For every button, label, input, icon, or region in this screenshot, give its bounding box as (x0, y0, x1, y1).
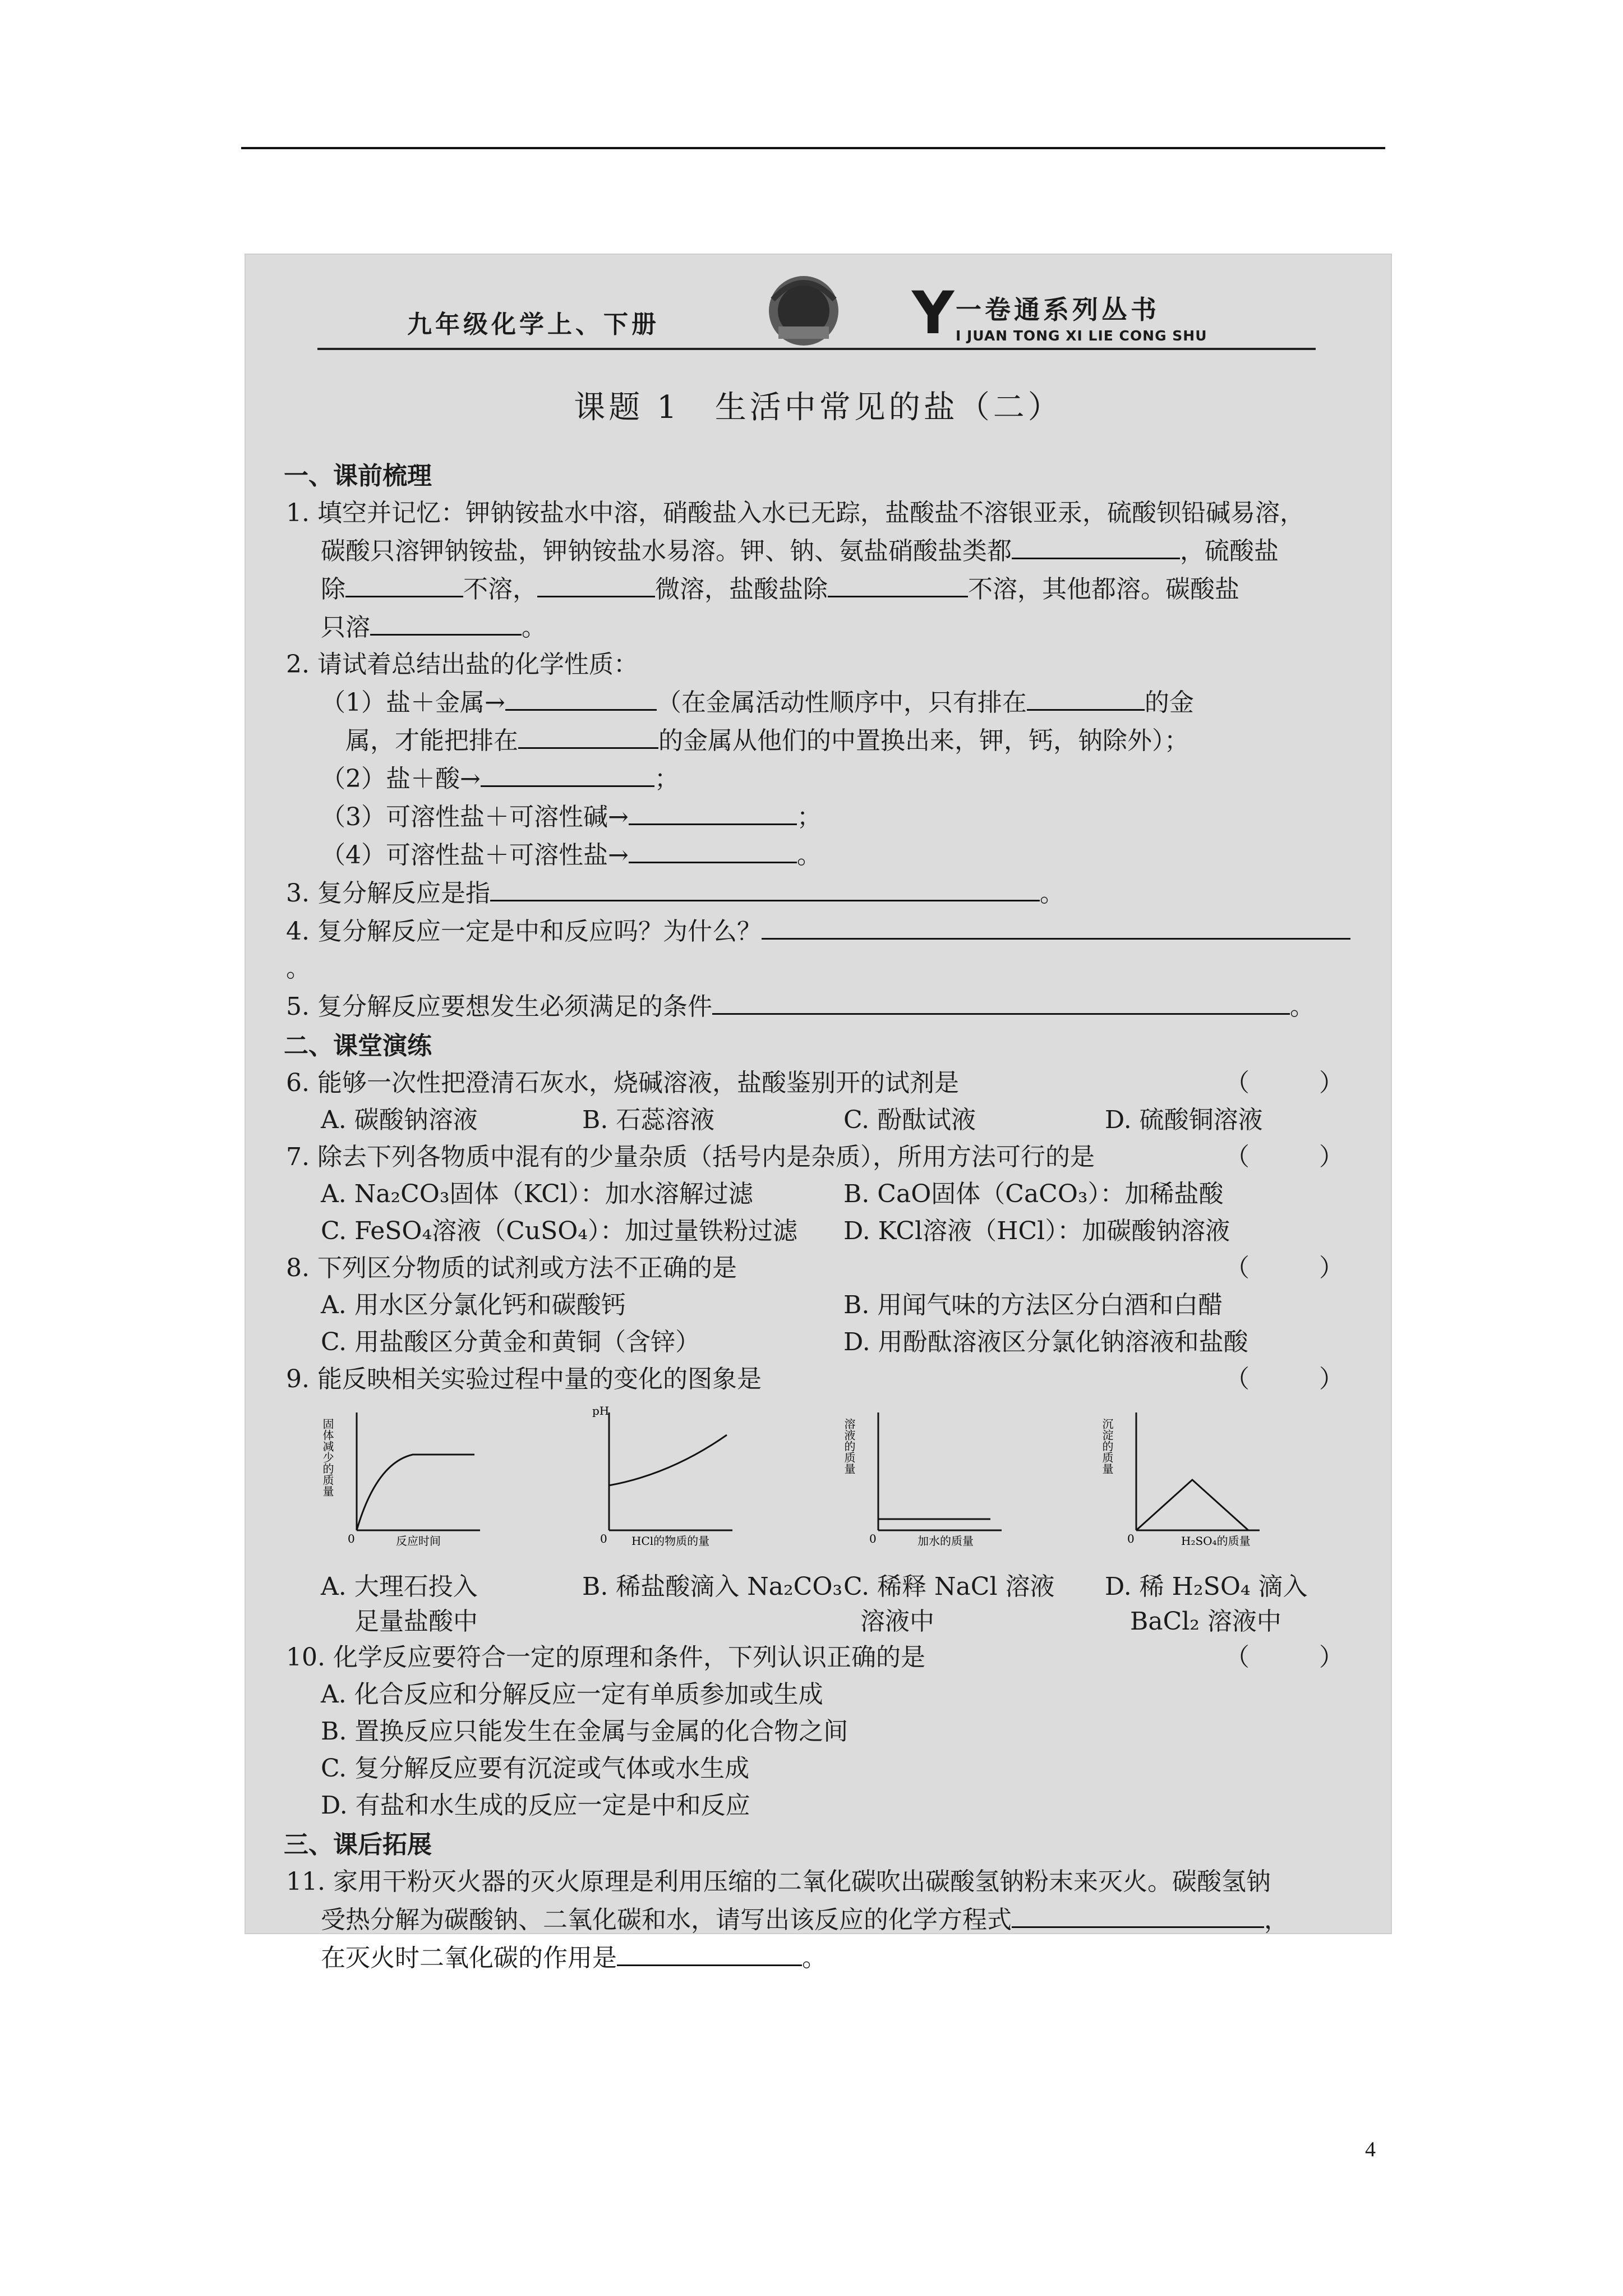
q2-part4-end: 。 (796, 841, 822, 869)
q7-stem: 7. 除去下列各物质中混有的少量杂质（括号内是杂质），所用方法可行的是 (286, 1143, 1095, 1171)
question-1 (284, 495, 1366, 646)
q2-part1-c: 的金 (1144, 688, 1194, 717)
answer-paren[interactable]: （ ） (1225, 1069, 1366, 1097)
q2-part1-d: 属，才能把排在 (345, 726, 518, 755)
q11-line2: 受热分解为碳酸钠、二氧化碳和水，请写出该反应的化学方程式 (321, 1906, 1012, 1934)
q9-option-d[interactable]: D. 稀 H₂SO₄ 滴入 (1105, 1572, 1308, 1601)
q2-part3-end: ； (796, 803, 822, 831)
q8-option-a[interactable]: A. 用水区分氯化钙和碳酸钙 (321, 1291, 626, 1319)
answer-blank[interactable] (505, 683, 657, 711)
series-logo-letter: Y (912, 279, 955, 347)
graph-c-xlabel: 加水的质量 (917, 1534, 974, 1548)
q10-option-b[interactable]: B. 置换反应只能发生在金属与金属的化合物之间 (321, 1717, 849, 1746)
graph-d-ylabel: 沉淀的质量 (1100, 1418, 1114, 1474)
graph-b-xlabel: HCl的物质的量 (631, 1534, 710, 1548)
section-heading-pre: 一、课前梳理 (284, 462, 432, 490)
answer-blank[interactable] (828, 570, 968, 597)
q2-part2-end: ； (654, 765, 679, 793)
q1-line3-d: 不溶，其他都溶。碳酸盐 (968, 575, 1239, 604)
q4-end: 。 (286, 954, 311, 983)
q1-line2-end: ，硫酸盐 (1180, 537, 1279, 565)
graph-c-origin: 0 (869, 1532, 877, 1545)
q10-option-a[interactable]: A. 化合反应和分解反应一定有单质参加或生成 (321, 1680, 823, 1709)
answer-blank[interactable] (370, 608, 522, 636)
top-rule (241, 147, 1385, 149)
graph-d-origin: 0 (1127, 1532, 1135, 1545)
q8-option-c[interactable]: C. 用盐酸区分黄金和黄铜（含锌） (321, 1328, 700, 1356)
q7-option-b[interactable]: B. CaO固体（CaCO₃）：加稀盐酸 (843, 1180, 1224, 1208)
series-name: 一卷通系列丛书 (956, 295, 1160, 325)
q11-line3-end: 。 (802, 1944, 827, 1972)
q10-option-c[interactable]: C. 复分解反应要有沉淀或气体或水生成 (321, 1754, 750, 1783)
question-8 (284, 1250, 1366, 1361)
answer-blank[interactable] (481, 760, 654, 787)
section-heading-class: 二、课堂演练 (284, 1032, 432, 1060)
answer-blank[interactable] (345, 570, 463, 597)
book-grade-title: 九年级化学上、下册 (407, 310, 660, 339)
q2-part1-e: 的金属从他们的中置换出来，钾，钙，钠除外）； (658, 726, 1189, 755)
q4-stem: 4. 复分解反应一定是中和反应吗？为什么？ (286, 917, 762, 946)
graph-c[interactable] (842, 1401, 1013, 1548)
worksheet-body (284, 455, 1366, 1977)
answer-paren[interactable]: （ ） (1225, 1254, 1366, 1282)
section-heading-post: 三、课后拓展 (284, 1830, 432, 1859)
q6-stem: 6. 能够一次性把澄清石灰水，烧碱溶液，盐酸鉴别开的试剂是 (286, 1069, 959, 1097)
q11-line2-end: ， (1264, 1906, 1289, 1934)
q1-line1: 1. 填空并记忆：钾钠铵盐水中溶，硝酸盐入水已无踪，盐酸盐不溶银亚汞，硫酸钡铅碱易溶， (286, 499, 1304, 527)
answer-blank[interactable] (1012, 1901, 1264, 1928)
answer-blank[interactable] (617, 1939, 802, 1966)
graph-d[interactable] (1100, 1401, 1271, 1548)
scanned-worksheet (245, 254, 1392, 1972)
question-5 (284, 987, 1366, 1025)
page-number: 4 (1365, 2138, 1376, 2161)
emblem-icon (756, 266, 851, 350)
q7-option-c[interactable]: C. FeSO₄溶液（CuSO₄）：加过量铁粉过滤 (321, 1217, 797, 1245)
graph-a[interactable] (323, 1401, 491, 1547)
answer-paren[interactable]: （ ） (1225, 1143, 1366, 1171)
q1-line2: 碳酸只溶钾钠铵盐，钾钠铵盐水易溶。钾、钠、氨盐硝酸盐类都 (321, 537, 1012, 565)
question-10 (284, 1639, 1366, 1824)
q2-part1: （1）盐＋金属→ (321, 688, 505, 717)
q9-option-a[interactable]: A. 大理石投入 (321, 1572, 478, 1601)
q8-option-d[interactable]: D. 用酚酞溶液区分氯化钠溶液和盐酸 (843, 1328, 1248, 1356)
q1-line3-b: 不溶， (463, 575, 537, 604)
answer-blank[interactable] (629, 836, 797, 863)
lesson-title: 课题 1 生活中常见的盐（二） (574, 389, 1063, 426)
q7-option-a[interactable]: A. Na₂CO₃固体（KCl）：加水溶解过滤 (321, 1180, 753, 1208)
q10-option-d[interactable]: D. 有盐和水生成的反应一定是中和反应 (321, 1791, 750, 1820)
answer-blank[interactable] (629, 798, 797, 825)
q8-option-b[interactable]: B. 用闻气味的方法区分白酒和白醋 (843, 1291, 1223, 1319)
answer-blank[interactable] (537, 570, 655, 597)
q2-part2: （2）盐＋酸→ (321, 765, 481, 793)
q2-part4: （4）可溶性盐＋可溶性盐→ (321, 841, 629, 869)
q8-stem: 8. 下列区分物质的试剂或方法不正确的是 (286, 1254, 737, 1282)
q6-option-b[interactable]: B. 石蕊溶液 (582, 1106, 715, 1134)
question-11 (284, 1864, 1366, 1977)
series-pinyin: I JUAN TONG XI LIE CONG SHU (956, 328, 1207, 344)
graph-d-xlabel: H₂SO₄的质量 (1181, 1534, 1251, 1548)
q11-line3: 在灭火时二氧化碳的作用是 (321, 1944, 617, 1972)
answer-blank[interactable] (762, 912, 1350, 940)
answer-blank[interactable] (712, 987, 1290, 1015)
q5-stem: 5. 复分解反应要想发生必须满足的条件 (286, 992, 712, 1021)
q3-stem: 3. 复分解反应是指 (286, 879, 490, 908)
header-rule (317, 348, 1316, 350)
q6-option-d[interactable]: D. 硫酸铜溶液 (1105, 1106, 1263, 1134)
answer-blank[interactable] (518, 721, 658, 749)
question-3 (284, 874, 1366, 912)
q6-option-c[interactable]: C. 酚酞试液 (843, 1106, 976, 1134)
question-9 (284, 1361, 1366, 1639)
q9-option-c[interactable]: C. 稀释 NaCl 溶液 (843, 1572, 1055, 1601)
graph-b-ylabel: pH (592, 1404, 610, 1418)
q11-line1: 11. 家用干粉灭火器的灭火原理是利用压缩的二氧化碳吹出碳酸氢钠粉末来灭火。碳酸氢钠 (286, 1867, 1271, 1896)
graph-c-ylabel: 溶液的质量 (842, 1418, 856, 1474)
q9-option-b[interactable]: B. 稀盐酸滴入 Na₂CO₃ (582, 1572, 843, 1601)
q1-line3-c: 微溶，盐酸盐除 (655, 575, 828, 604)
q3-end: 。 (1039, 879, 1064, 908)
q1-line4-end: 。 (522, 613, 546, 642)
graph-b[interactable] (575, 1401, 744, 1547)
q10-stem: 10. 化学反应要符合一定的原理和条件，下列认识正确的是 (286, 1643, 925, 1672)
q9-stem: 9. 能反映相关实验过程中量的变化的图象是 (286, 1365, 762, 1393)
answer-blank[interactable] (1012, 532, 1180, 559)
q9-option-d-cont: BaCl₂ 溶液中 (1130, 1607, 1281, 1636)
answer-blank[interactable] (490, 874, 1040, 901)
q7-option-d[interactable]: D. KCl溶液（HCl）：加碳酸钠溶液 (843, 1217, 1230, 1245)
q9-option-a-cont: 足量盐酸中 (354, 1607, 478, 1636)
graph-a-ylabel: 固体减少的质量 (321, 1418, 334, 1497)
answer-paren[interactable]: （ ） (1225, 1365, 1366, 1393)
graph-b-origin: 0 (600, 1532, 607, 1545)
question-6 (284, 1065, 1366, 1139)
q6-option-a[interactable]: A. 碳酸钠溶液 (321, 1106, 478, 1134)
question-2 (284, 646, 1366, 874)
answer-paren[interactable]: （ ） (1225, 1643, 1366, 1672)
q2-part1-b: （在金属活动性顺序中，只有排在 (656, 688, 1027, 717)
question-4 (284, 912, 1366, 987)
q1-line4: 只溶 (321, 613, 370, 642)
q2-part3: （3）可溶性盐＋可溶性碱→ (321, 803, 629, 831)
graph-a-origin: 0 (348, 1532, 355, 1545)
q9-option-c-cont: 溶液中 (860, 1607, 934, 1636)
q9-graphs (284, 1401, 1366, 1570)
book-header (245, 254, 1392, 360)
answer-blank[interactable] (1027, 683, 1145, 711)
question-7 (284, 1139, 1366, 1250)
q2-stem: 2. 请试着总结出盐的化学性质： (286, 650, 638, 679)
q5-end: 。 (1289, 992, 1315, 1021)
q1-line3: 除 (321, 575, 345, 604)
graph-a-xlabel: 反应时间 (396, 1534, 441, 1548)
